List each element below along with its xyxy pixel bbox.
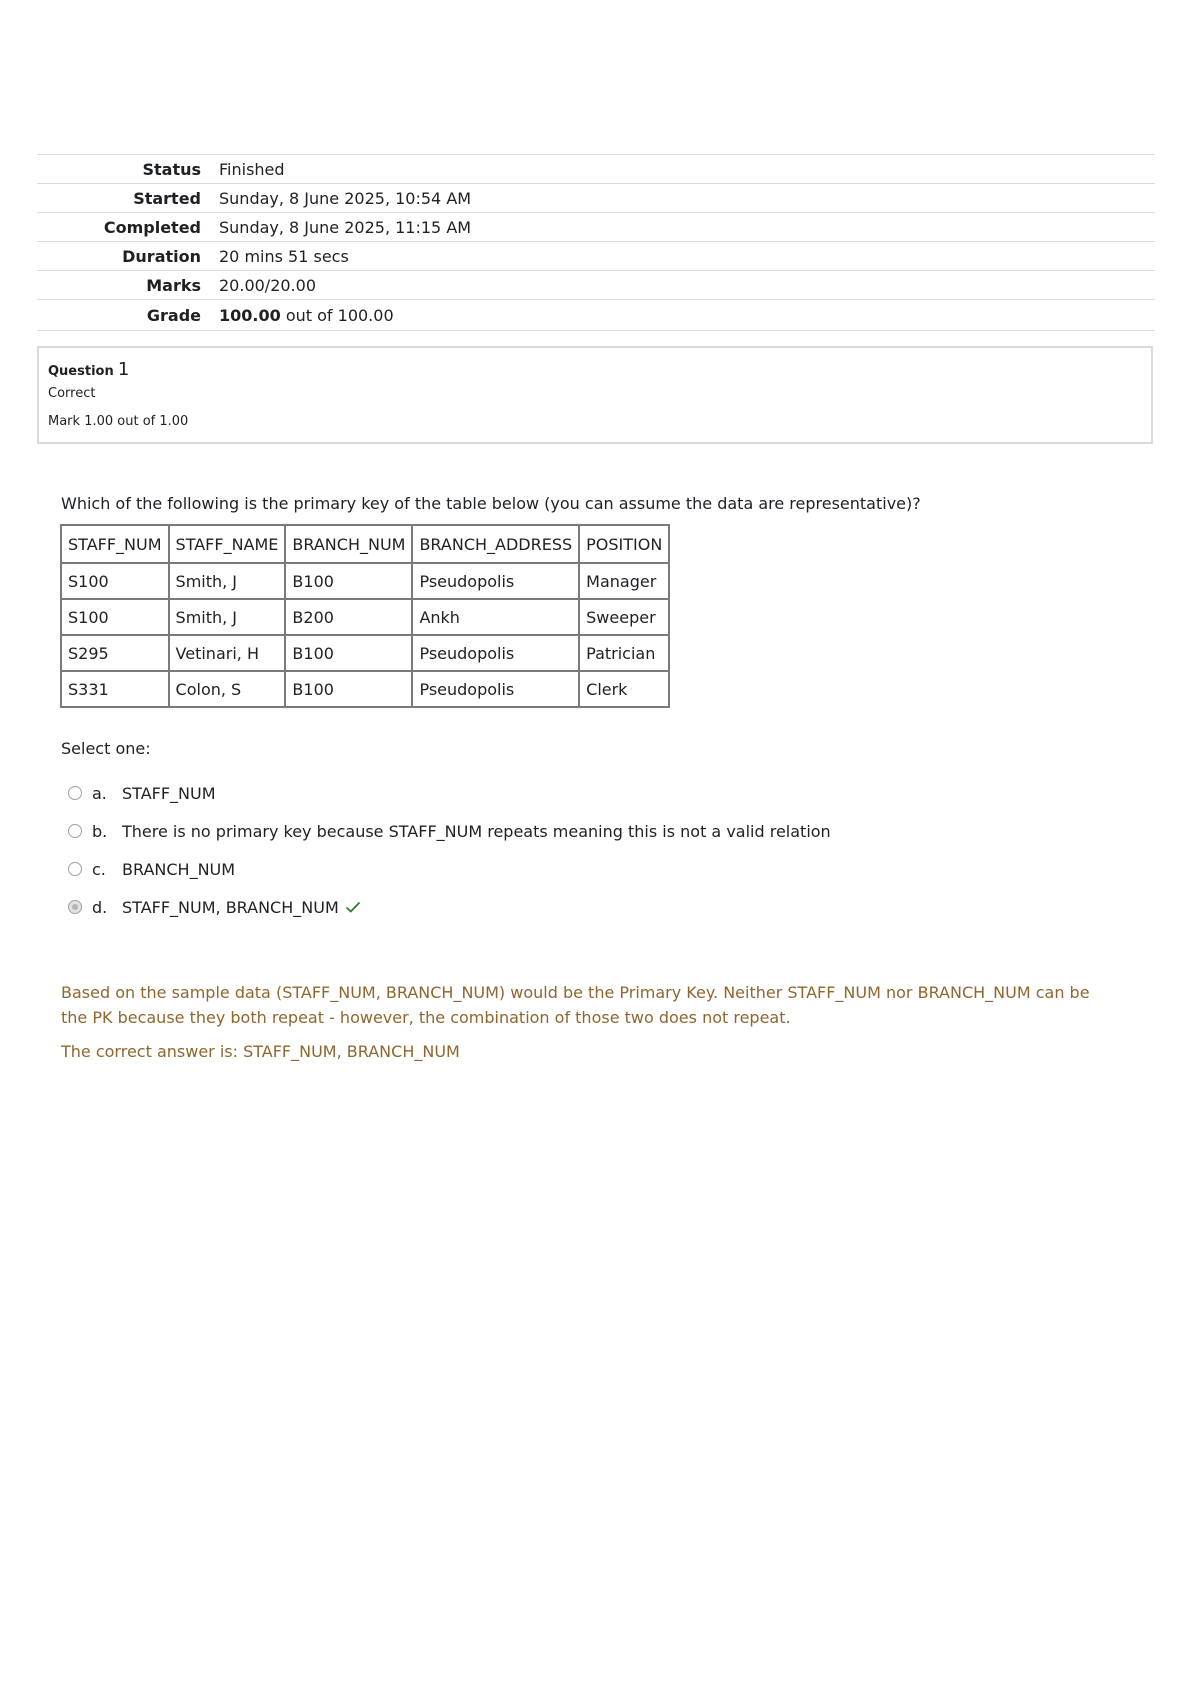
checkmark-icon (345, 900, 361, 914)
summary-row-started (37, 184, 1155, 213)
table-cell: Manager (579, 563, 669, 599)
table-header-row (61, 525, 669, 563)
table-cell: Smith, J (169, 599, 286, 635)
answer-text: STAFF_NUM, BRANCH_NUM (122, 897, 339, 917)
grade-suffix: out of 100.00 (285, 305, 394, 325)
table-cell: Pseudopolis (412, 671, 579, 707)
table-cell: S295 (61, 635, 169, 671)
right-answer: The correct answer is: STAFF_NUM, BRANCH_NUM (61, 1042, 460, 1061)
table-row (61, 671, 669, 707)
radio-button[interactable] (68, 862, 82, 876)
summary-label: Grade (146, 305, 201, 325)
table-cell: S100 (61, 563, 169, 599)
select-one-prompt: Select one: (61, 739, 151, 758)
answer-letter: c. (92, 859, 106, 879)
answer-option-c[interactable] (68, 850, 831, 888)
summary-label: Started (133, 188, 201, 208)
summary-label: Marks (146, 275, 201, 295)
table-cell: Colon, S (169, 671, 286, 707)
summary-row-marks (37, 271, 1155, 300)
table-row (61, 563, 669, 599)
column-header: BRANCH_ADDRESS (412, 525, 579, 563)
question-grade: Mark 1.00 out of 1.00 (48, 414, 189, 429)
summary-value: 20.00/20.00 (219, 275, 316, 295)
table-cell: Sweeper (579, 599, 669, 635)
column-header: BRANCH_NUM (285, 525, 412, 563)
table-cell: B100 (285, 635, 412, 671)
general-feedback: Based on the sample data (STAFF_NUM, BRANCH_NUM) would be the Primary Key. Neither STAFF_NUM nor BRANCH_NUM can be the PK because they both repeat - however, the combination of those two does not repeat. (61, 983, 1090, 1027)
summary-value: Sunday, 8 June 2025, 11:15 AM (219, 217, 472, 237)
summary-label: Status (142, 159, 201, 179)
question-text: Which of the following is the primary key of the table below (you can assume the data are representative)? (61, 494, 921, 513)
summary-value: Finished (219, 159, 285, 179)
table-cell: B100 (285, 563, 412, 599)
summary-row-completed (37, 213, 1155, 242)
answer-letter: b. (92, 821, 108, 841)
summary-row-duration (37, 242, 1155, 271)
table-cell: Patrician (579, 635, 669, 671)
summary-value: 20 mins 51 secs (219, 246, 349, 266)
radio-button-selected[interactable] (68, 900, 82, 914)
summary-row-grade (37, 300, 1155, 331)
answer-option-b[interactable] (68, 812, 831, 850)
column-header: STAFF_NAME (169, 525, 286, 563)
answer-letter: d. (92, 897, 108, 917)
question-label: Question (48, 364, 114, 379)
table-row (61, 635, 669, 671)
column-header: POSITION (579, 525, 669, 563)
table-cell: Vetinari, H (169, 635, 286, 671)
table-row (61, 599, 669, 635)
summary-row-status (37, 155, 1155, 184)
summary-label: Duration (122, 246, 201, 266)
table-cell: S100 (61, 599, 169, 635)
table-cell: S331 (61, 671, 169, 707)
answer-letter: a. (92, 783, 107, 803)
attempt-summary-table (37, 154, 1155, 331)
table-cell: Pseudopolis (412, 635, 579, 671)
summary-value: Sunday, 8 June 2025, 10:54 AM (219, 188, 472, 208)
summary-label: Completed (103, 217, 201, 237)
question-number (48, 358, 1151, 382)
column-header: STAFF_NUM (61, 525, 169, 563)
table-cell: Ankh (412, 599, 579, 635)
answer-option-a[interactable] (68, 774, 831, 812)
summary-value (219, 300, 1155, 331)
question-state: Correct (48, 386, 96, 401)
answer-text: There is no primary key because STAFF_NUM repeats meaning this is not a valid relation (122, 821, 831, 841)
table-cell: Smith, J (169, 563, 286, 599)
radio-button[interactable] (68, 824, 82, 838)
answer-text: STAFF_NUM (122, 783, 216, 803)
answer-option-d[interactable] (68, 888, 831, 926)
grade-value: 100.00 (219, 305, 281, 325)
table-cell: Clerk (579, 671, 669, 707)
answer-text: BRANCH_NUM (122, 859, 236, 879)
table-cell: Pseudopolis (412, 563, 579, 599)
question-data-table (60, 524, 670, 708)
radio-button[interactable] (68, 786, 82, 800)
answer-list (68, 774, 831, 926)
table-cell: B100 (285, 671, 412, 707)
question-number-value: 1 (117, 359, 130, 380)
question-info-box (37, 346, 1153, 444)
table-cell: B200 (285, 599, 412, 635)
